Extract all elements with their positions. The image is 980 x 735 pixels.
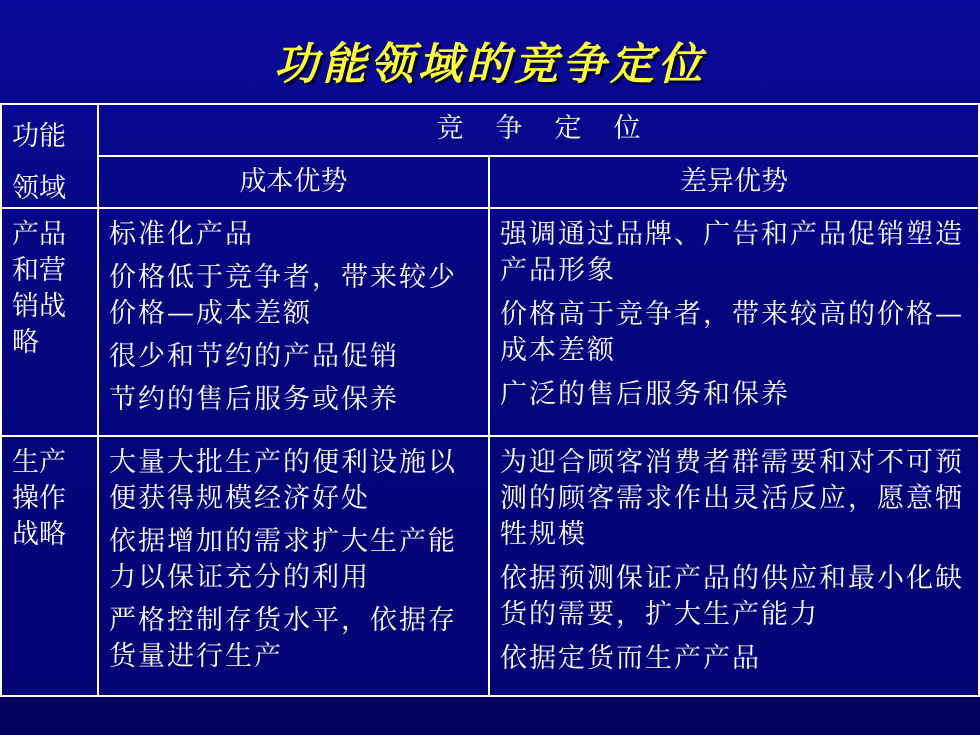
cost-item: 大量大批生产的便利设施以便获得规模经济好处 <box>109 447 457 514</box>
cost-advantage-product-marketing <box>99 209 490 437</box>
cost-item: 价格低于竞争者，带来较少价格—成本差额 <box>109 262 457 329</box>
diff-item: 为迎合顾客消费者群需要和对不可预测的顾客需求作出灵活反应，愿意牺牲规模 <box>500 447 964 550</box>
row-label-line: 略 <box>12 327 39 358</box>
diff-advantage-production-operations <box>490 437 978 695</box>
cost-item: 很少和节约的产品促销 <box>109 341 399 372</box>
cost-advantage-production-operations <box>99 437 490 695</box>
header-functional-area-line: 功能 <box>12 121 66 152</box>
row-label-product-marketing <box>2 209 99 437</box>
diff-item: 依据预测保证产品的供应和最小化缺货的需要，扩大生产能力 <box>500 563 964 630</box>
header-cost-advantage: 成本优势 <box>99 157 490 209</box>
diff-item: 广泛的售后服务和保养 <box>500 379 790 410</box>
row-label-line: 和营 <box>12 255 66 286</box>
slide-title: 功能领域的竞争定位 <box>274 39 706 90</box>
header-functional-area <box>2 105 99 209</box>
competitive-position-table <box>0 103 980 697</box>
row-label-line: 战略 <box>12 519 66 550</box>
row-label-production-operations <box>2 437 99 695</box>
diff-advantage-product-marketing <box>490 209 978 437</box>
cost-item: 节约的售后服务或保养 <box>109 384 399 415</box>
row-label-line: 销战 <box>12 291 66 322</box>
row-label-line: 生产 <box>12 447 66 478</box>
row-label-line: 产品 <box>12 219 66 250</box>
diff-item: 强调通过品牌、广告和产品促销塑造产品形象 <box>500 219 964 286</box>
diff-item: 价格高于竞争者，带来较高的价格—成本差额 <box>500 299 964 366</box>
header-functional-area-line: 领域 <box>12 173 66 204</box>
cost-item: 标准化产品 <box>109 219 254 250</box>
bottom-band <box>0 697 980 735</box>
cost-item: 严格控制存货水平，依据存货量进行生产 <box>109 605 457 672</box>
cost-item: 依据增加的需求扩大生产能力以保证充分的利用 <box>109 526 457 593</box>
row-label-line: 操作 <box>12 483 66 514</box>
header-competitive-position: 竞争定位 <box>99 105 978 157</box>
diff-item: 依据定货而生产产品 <box>500 643 761 674</box>
header-differentiation-advantage: 差异优势 <box>490 157 978 209</box>
